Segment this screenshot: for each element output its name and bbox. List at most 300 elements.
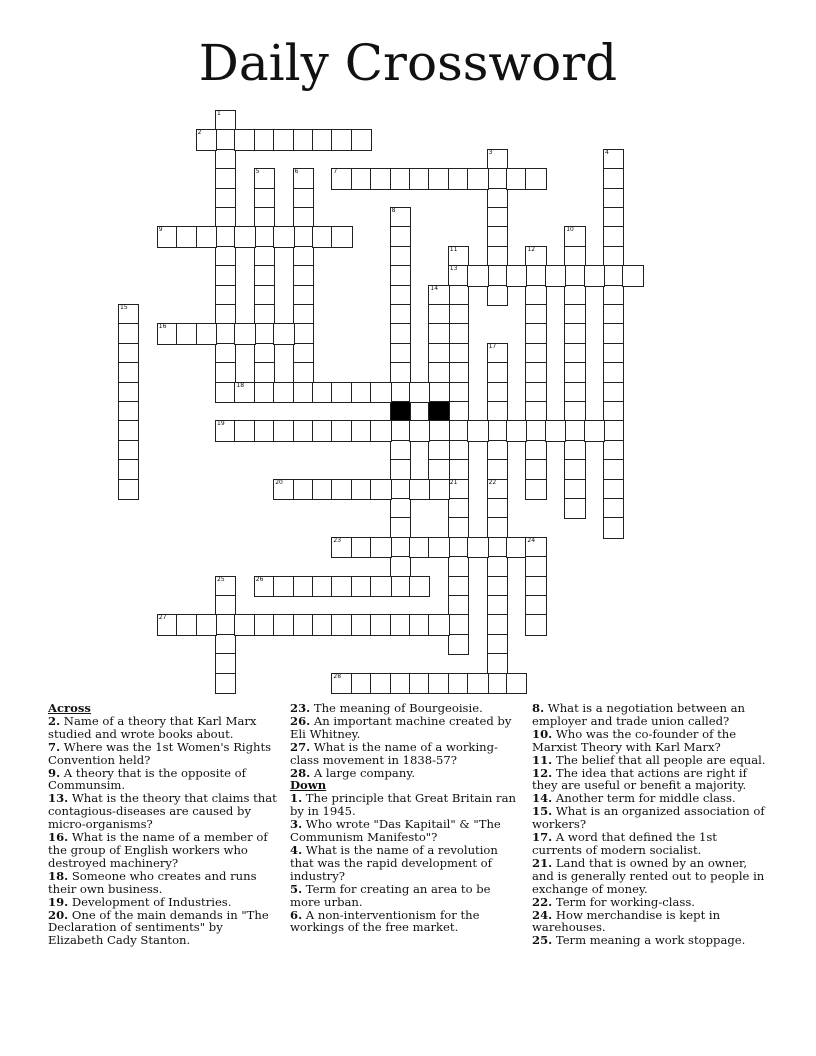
grid-cell[interactable]: [603, 207, 624, 228]
clue-number: 17: [488, 342, 497, 350]
grid-cell[interactable]: [254, 420, 275, 441]
grid-cell[interactable]: [603, 285, 624, 306]
grid-cell[interactable]: [448, 323, 469, 344]
grid-cell[interactable]: [584, 265, 605, 286]
grid-cell[interactable]: [273, 576, 294, 597]
clue: [48, 715, 280, 741]
grid-cell[interactable]: [487, 149, 508, 170]
grid-cell[interactable]: [273, 323, 294, 344]
grid-cell[interactable]: [525, 246, 546, 267]
grid-cell[interactable]: [390, 614, 411, 635]
grid-cell[interactable]: [390, 576, 411, 597]
grid-cell[interactable]: [196, 226, 217, 247]
grid-cell[interactable]: [525, 265, 546, 286]
grid-cell[interactable]: [487, 420, 508, 441]
grid-cell[interactable]: [215, 285, 236, 306]
grid-cell[interactable]: [370, 576, 391, 597]
grid-cell[interactable]: [525, 343, 546, 364]
grid-cell[interactable]: [370, 614, 391, 635]
grid-cell[interactable]: [215, 362, 236, 383]
grid-cell[interactable]: [448, 420, 469, 441]
grid-cell[interactable]: [564, 420, 585, 441]
grid-cell[interactable]: [293, 207, 314, 228]
grid-cell[interactable]: [390, 537, 411, 558]
grid-cell[interactable]: [331, 129, 352, 150]
grid-cell[interactable]: [487, 595, 508, 616]
grid-cell[interactable]: [409, 614, 430, 635]
grid-cell[interactable]: [176, 226, 197, 247]
grid-cell[interactable]: [603, 188, 624, 209]
grid-cell[interactable]: [351, 576, 372, 597]
grid-cell[interactable]: [487, 498, 508, 519]
grid-cell[interactable]: [196, 129, 217, 150]
grid-cell[interactable]: [487, 673, 508, 694]
clue-number: 2: [197, 129, 202, 137]
grid-cell[interactable]: [331, 479, 352, 500]
grid-cell[interactable]: [603, 517, 624, 538]
grid-cell[interactable]: [545, 265, 566, 286]
grid-cell[interactable]: [312, 420, 333, 441]
grid-cell[interactable]: [487, 226, 508, 247]
grid-cell[interactable]: [603, 382, 624, 403]
grid-cell[interactable]: [370, 479, 391, 500]
grid-cell[interactable]: [409, 673, 430, 694]
grid-cell[interactable]: [564, 498, 585, 519]
grid-cell[interactable]: [409, 576, 430, 597]
grid-cell[interactable]: [487, 479, 508, 500]
grid-cell[interactable]: [390, 304, 411, 325]
grid-cell[interactable]: [487, 517, 508, 538]
clue-text: The meaning of Bourgeoisie.: [310, 701, 483, 715]
grid-cell[interactable]: [525, 420, 546, 441]
grid-cell[interactable]: [390, 285, 411, 306]
grid-cell[interactable]: [273, 226, 294, 247]
grid-cell[interactable]: [215, 614, 236, 635]
grid-cell[interactable]: [351, 420, 372, 441]
grid-cell[interactable]: [118, 459, 139, 480]
grid-cell[interactable]: [525, 556, 546, 577]
grid-cell[interactable]: [254, 576, 275, 597]
grid-cell[interactable]: [234, 420, 255, 441]
grid-cell[interactable]: [351, 614, 372, 635]
grid-cell[interactable]: [234, 382, 255, 403]
grid-cell[interactable]: [564, 440, 585, 461]
grid-cell[interactable]: [525, 440, 546, 461]
grid-cell[interactable]: [215, 634, 236, 655]
grid-cell[interactable]: [215, 129, 236, 150]
clue-label: 2.: [48, 713, 61, 728]
grid-cell[interactable]: [215, 149, 236, 170]
grid-cell[interactable]: [409, 168, 430, 189]
grid-cell[interactable]: [390, 343, 411, 364]
grid-cell[interactable]: [254, 129, 275, 150]
grid-cell[interactable]: [215, 595, 236, 616]
grid-cell[interactable]: [118, 343, 139, 364]
grid-cell[interactable]: [293, 576, 314, 597]
grid-cell[interactable]: [390, 168, 411, 189]
grid-cell[interactable]: [603, 362, 624, 383]
grid-cell[interactable]: [428, 673, 449, 694]
grid-cell[interactable]: [351, 673, 372, 694]
grid-cell[interactable]: [370, 537, 391, 558]
grid-cell[interactable]: [448, 362, 469, 383]
grid-cell[interactable]: [409, 420, 430, 441]
grid-cell[interactable]: [390, 479, 411, 500]
grid-cell[interactable]: [525, 459, 546, 480]
grid-cell[interactable]: [293, 304, 314, 325]
grid-cell[interactable]: [603, 479, 624, 500]
grid-cell[interactable]: [428, 285, 449, 306]
grid-cell[interactable]: [448, 401, 469, 422]
grid-cell[interactable]: [545, 420, 566, 441]
grid-cell[interactable]: [390, 498, 411, 519]
grid-cell[interactable]: [564, 362, 585, 383]
grid-cell[interactable]: [390, 382, 411, 403]
grid-cell[interactable]: [603, 498, 624, 519]
grid-cell[interactable]: [351, 479, 372, 500]
clue-label: 10.: [532, 726, 553, 741]
grid-cell[interactable]: [603, 343, 624, 364]
grid-cell[interactable]: [506, 265, 527, 286]
grid-cell[interactable]: [234, 323, 255, 344]
grid-cell[interactable]: [254, 304, 275, 325]
grid-cell[interactable]: [467, 673, 488, 694]
grid-cell[interactable]: [118, 440, 139, 461]
grid-cell[interactable]: [525, 323, 546, 344]
grid-cell[interactable]: [448, 168, 469, 189]
grid-cell[interactable]: [254, 362, 275, 383]
grid-cell[interactable]: [428, 479, 449, 500]
grid-cell[interactable]: [234, 614, 255, 635]
grid-cell[interactable]: [118, 401, 139, 422]
grid-cell[interactable]: [215, 168, 236, 189]
grid-cell[interactable]: [603, 246, 624, 267]
grid-cell[interactable]: [293, 614, 314, 635]
grid-cell[interactable]: [215, 188, 236, 209]
grid-cell[interactable]: [273, 382, 294, 403]
grid-cell[interactable]: [603, 265, 624, 286]
clue-number: 16: [158, 323, 167, 331]
grid-cell[interactable]: [525, 537, 546, 558]
grid-cell[interactable]: [118, 362, 139, 383]
grid-cell[interactable]: [487, 653, 508, 674]
grid-cell[interactable]: [157, 614, 178, 635]
grid-cell[interactable]: [331, 537, 352, 558]
grid-cell[interactable]: [487, 459, 508, 480]
grid-cell[interactable]: [506, 168, 527, 189]
grid-cell[interactable]: [448, 265, 469, 286]
grid-cell[interactable]: [254, 323, 275, 344]
grid-cell[interactable]: [331, 420, 352, 441]
grid-cell[interactable]: [215, 420, 236, 441]
grid-cell[interactable]: [370, 673, 391, 694]
grid-cell[interactable]: [215, 576, 236, 597]
grid-cell[interactable]: [487, 537, 508, 558]
grid-cell[interactable]: [273, 479, 294, 500]
grid-cell[interactable]: [370, 382, 391, 403]
grid-cell[interactable]: [254, 285, 275, 306]
grid-cell[interactable]: [564, 459, 585, 480]
grid-cell[interactable]: [525, 576, 546, 597]
grid-cell[interactable]: [312, 226, 333, 247]
grid-cell[interactable]: [254, 343, 275, 364]
grid-cell[interactable]: [428, 304, 449, 325]
clue-text: What is the theory that claims that contagious-diseases are caused by micro-organisms?: [48, 791, 277, 832]
grid-cell[interactable]: [254, 226, 275, 247]
grid-cell[interactable]: [564, 479, 585, 500]
grid-cell[interactable]: [564, 246, 585, 267]
grid-cell[interactable]: [331, 673, 352, 694]
grid-cell[interactable]: [564, 226, 585, 247]
grid-cell[interactable]: [390, 246, 411, 267]
grid-cell[interactable]: [603, 304, 624, 325]
grid-cell[interactable]: [118, 382, 139, 403]
grid-cell[interactable]: [448, 246, 469, 267]
grid-cell[interactable]: [351, 537, 372, 558]
grid-cell[interactable]: [118, 323, 139, 344]
clue-number: 28: [333, 672, 342, 680]
clue-label: 13.: [48, 791, 69, 806]
grid-cell[interactable]: [273, 420, 294, 441]
grid-cell[interactable]: [409, 537, 430, 558]
grid-cell[interactable]: [390, 420, 411, 441]
grid-cell[interactable]: [370, 420, 391, 441]
grid-cell[interactable]: [215, 265, 236, 286]
grid-cell[interactable]: [390, 459, 411, 480]
grid-cell[interactable]: [584, 420, 605, 441]
grid-cell[interactable]: [293, 362, 314, 383]
grid-cell[interactable]: [215, 343, 236, 364]
grid-cell[interactable]: [428, 537, 449, 558]
grid-cell[interactable]: [603, 323, 624, 344]
grid-cell[interactable]: [293, 129, 314, 150]
grid-cell[interactable]: [390, 517, 411, 538]
clue-text: Where was the 1st Women's Rights Convention held?: [48, 739, 272, 767]
grid-cell[interactable]: [564, 265, 585, 286]
grid-cell[interactable]: [525, 304, 546, 325]
grid-cell[interactable]: [564, 343, 585, 364]
grid-cell[interactable]: [409, 479, 430, 500]
grid-cell[interactable]: [448, 673, 469, 694]
grid-cell[interactable]: [428, 614, 449, 635]
grid-cell[interactable]: [525, 285, 546, 306]
grid-cell[interactable]: [603, 440, 624, 461]
grid-cell[interactable]: [525, 362, 546, 383]
grid-cell[interactable]: [622, 265, 643, 286]
grid-cell[interactable]: [603, 459, 624, 480]
grid-cell[interactable]: [428, 362, 449, 383]
grid-cell[interactable]: [176, 614, 197, 635]
grid-cell[interactable]: [603, 168, 624, 189]
grid-cell[interactable]: [448, 556, 469, 577]
grid-cell[interactable]: [487, 246, 508, 267]
grid-cell[interactable]: [448, 614, 469, 635]
grid-cell[interactable]: [196, 323, 217, 344]
grid-cell[interactable]: [254, 168, 275, 189]
grid-cell[interactable]: [506, 537, 527, 558]
grid-cell[interactable]: [603, 420, 624, 441]
grid-cell[interactable]: [564, 304, 585, 325]
grid-cell[interactable]: [448, 285, 469, 306]
grid-cell[interactable]: [293, 188, 314, 209]
grid-cell[interactable]: [448, 479, 469, 500]
grid-cell[interactable]: [215, 323, 236, 344]
grid-cell[interactable]: [312, 614, 333, 635]
grid-cell[interactable]: [293, 382, 314, 403]
clue-text: One of the main demands in "The Declaration of sentiments" by Elizabeth Cady Stanton.: [48, 907, 269, 948]
grid-cell[interactable]: [293, 343, 314, 364]
grid-cell[interactable]: [448, 517, 469, 538]
grid-cell[interactable]: [293, 168, 314, 189]
grid-cell[interactable]: [487, 265, 508, 286]
grid-cell[interactable]: [254, 382, 275, 403]
grid-cell[interactable]: [331, 382, 352, 403]
grid-cell[interactable]: [428, 343, 449, 364]
grid-cell[interactable]: [525, 614, 546, 635]
grid-cell[interactable]: [487, 285, 508, 306]
grid-cell[interactable]: [487, 401, 508, 422]
grid-cell[interactable]: [487, 440, 508, 461]
grid-cell[interactable]: [487, 188, 508, 209]
grid-cell[interactable]: [254, 188, 275, 209]
grid-cell[interactable]: [487, 207, 508, 228]
grid-cell[interactable]: [448, 537, 469, 558]
grid-cell[interactable]: [215, 653, 236, 674]
grid-cell[interactable]: [506, 420, 527, 441]
grid-cell[interactable]: [525, 382, 546, 403]
grid-cell[interactable]: [487, 382, 508, 403]
grid-cell[interactable]: [525, 595, 546, 616]
grid-cell[interactable]: [390, 265, 411, 286]
grid-cell[interactable]: [448, 440, 469, 461]
grid-cell[interactable]: [293, 323, 314, 344]
grid-cell[interactable]: [331, 576, 352, 597]
grid-cell[interactable]: [215, 304, 236, 325]
grid-cell[interactable]: [564, 382, 585, 403]
grid-cell[interactable]: [215, 246, 236, 267]
grid-cell[interactable]: [603, 149, 624, 170]
grid-cell[interactable]: [273, 614, 294, 635]
grid-cell[interactable]: [293, 265, 314, 286]
clue: [532, 857, 766, 896]
grid-cell[interactable]: [564, 323, 585, 344]
grid-cell[interactable]: [564, 401, 585, 422]
grid-cell[interactable]: [196, 614, 217, 635]
grid-cell[interactable]: [506, 673, 527, 694]
grid-cell[interactable]: [312, 479, 333, 500]
grid-cell[interactable]: [467, 168, 488, 189]
grid-cell[interactable]: [487, 343, 508, 364]
grid-cell[interactable]: [331, 614, 352, 635]
grid-cell[interactable]: [351, 168, 372, 189]
grid-cell[interactable]: [564, 285, 585, 306]
grid-cell[interactable]: [215, 110, 236, 131]
grid-cell[interactable]: [390, 207, 411, 228]
grid-cell[interactable]: [293, 226, 314, 247]
grid-cell[interactable]: [234, 226, 255, 247]
grid-cell[interactable]: [273, 129, 294, 150]
grid-cell[interactable]: [428, 323, 449, 344]
grid-cell[interactable]: [603, 401, 624, 422]
grid-cell[interactable]: [215, 207, 236, 228]
grid-cell[interactable]: [390, 323, 411, 344]
grid-cell[interactable]: [254, 265, 275, 286]
grid-cell[interactable]: [487, 362, 508, 383]
grid-cell[interactable]: [467, 265, 488, 286]
grid-cell[interactable]: [157, 323, 178, 344]
grid-cell[interactable]: [293, 420, 314, 441]
grid-cell[interactable]: [215, 226, 236, 247]
grid-cell[interactable]: [312, 576, 333, 597]
grid-cell[interactable]: [487, 576, 508, 597]
clue-label: 6.: [290, 907, 303, 922]
grid-cell[interactable]: [390, 556, 411, 577]
grid-cell[interactable]: [293, 285, 314, 306]
grid-cell[interactable]: [467, 420, 488, 441]
grid-cell[interactable]: [215, 382, 236, 403]
grid-cell[interactable]: [525, 401, 546, 422]
grid-cell[interactable]: [370, 168, 391, 189]
grid-cell[interactable]: [254, 207, 275, 228]
grid-cell[interactable]: [254, 246, 275, 267]
grid-cell[interactable]: [428, 420, 449, 441]
grid-cell[interactable]: [448, 595, 469, 616]
grid-cell[interactable]: [312, 129, 333, 150]
grid-cell[interactable]: [428, 168, 449, 189]
grid-cell[interactable]: [428, 382, 449, 403]
grid-cell[interactable]: [293, 246, 314, 267]
grid-cell[interactable]: [118, 304, 139, 325]
grid-cell[interactable]: [603, 226, 624, 247]
grid-cell[interactable]: [448, 382, 469, 403]
grid-cell[interactable]: [525, 479, 546, 500]
clue-label: 14.: [532, 791, 553, 806]
grid-cell[interactable]: [293, 479, 314, 500]
grid-cell[interactable]: [448, 576, 469, 597]
grid-cell[interactable]: [351, 129, 372, 150]
grid-cell[interactable]: [331, 168, 352, 189]
grid-cell[interactable]: [467, 537, 488, 558]
grid-cell[interactable]: [448, 304, 469, 325]
grid-cell[interactable]: [390, 673, 411, 694]
grid-cell[interactable]: [254, 614, 275, 635]
grid-cell[interactable]: [312, 382, 333, 403]
grid-cell[interactable]: [215, 673, 236, 694]
grid-cell[interactable]: [390, 362, 411, 383]
grid-cell[interactable]: [118, 479, 139, 500]
grid-cell[interactable]: [390, 226, 411, 247]
grid-cell[interactable]: [487, 634, 508, 655]
grid-cell[interactable]: [118, 420, 139, 441]
grid-cell[interactable]: [157, 226, 178, 247]
grid-cell[interactable]: [331, 226, 352, 247]
grid-cell[interactable]: [176, 323, 197, 344]
grid-cell[interactable]: [487, 556, 508, 577]
grid-cell[interactable]: [428, 459, 449, 480]
grid-cell[interactable]: [448, 343, 469, 364]
grid-cell[interactable]: [390, 440, 411, 461]
grid-cell[interactable]: [409, 382, 430, 403]
grid-cell[interactable]: [487, 168, 508, 189]
grid-cell[interactable]: [351, 382, 372, 403]
grid-cell[interactable]: [448, 634, 469, 655]
grid-cell[interactable]: [487, 614, 508, 635]
grid-cell[interactable]: [234, 129, 255, 150]
grid-cell[interactable]: [448, 498, 469, 519]
grid-cell[interactable]: [448, 459, 469, 480]
grid-cell[interactable]: [525, 168, 546, 189]
grid-cell[interactable]: [428, 440, 449, 461]
